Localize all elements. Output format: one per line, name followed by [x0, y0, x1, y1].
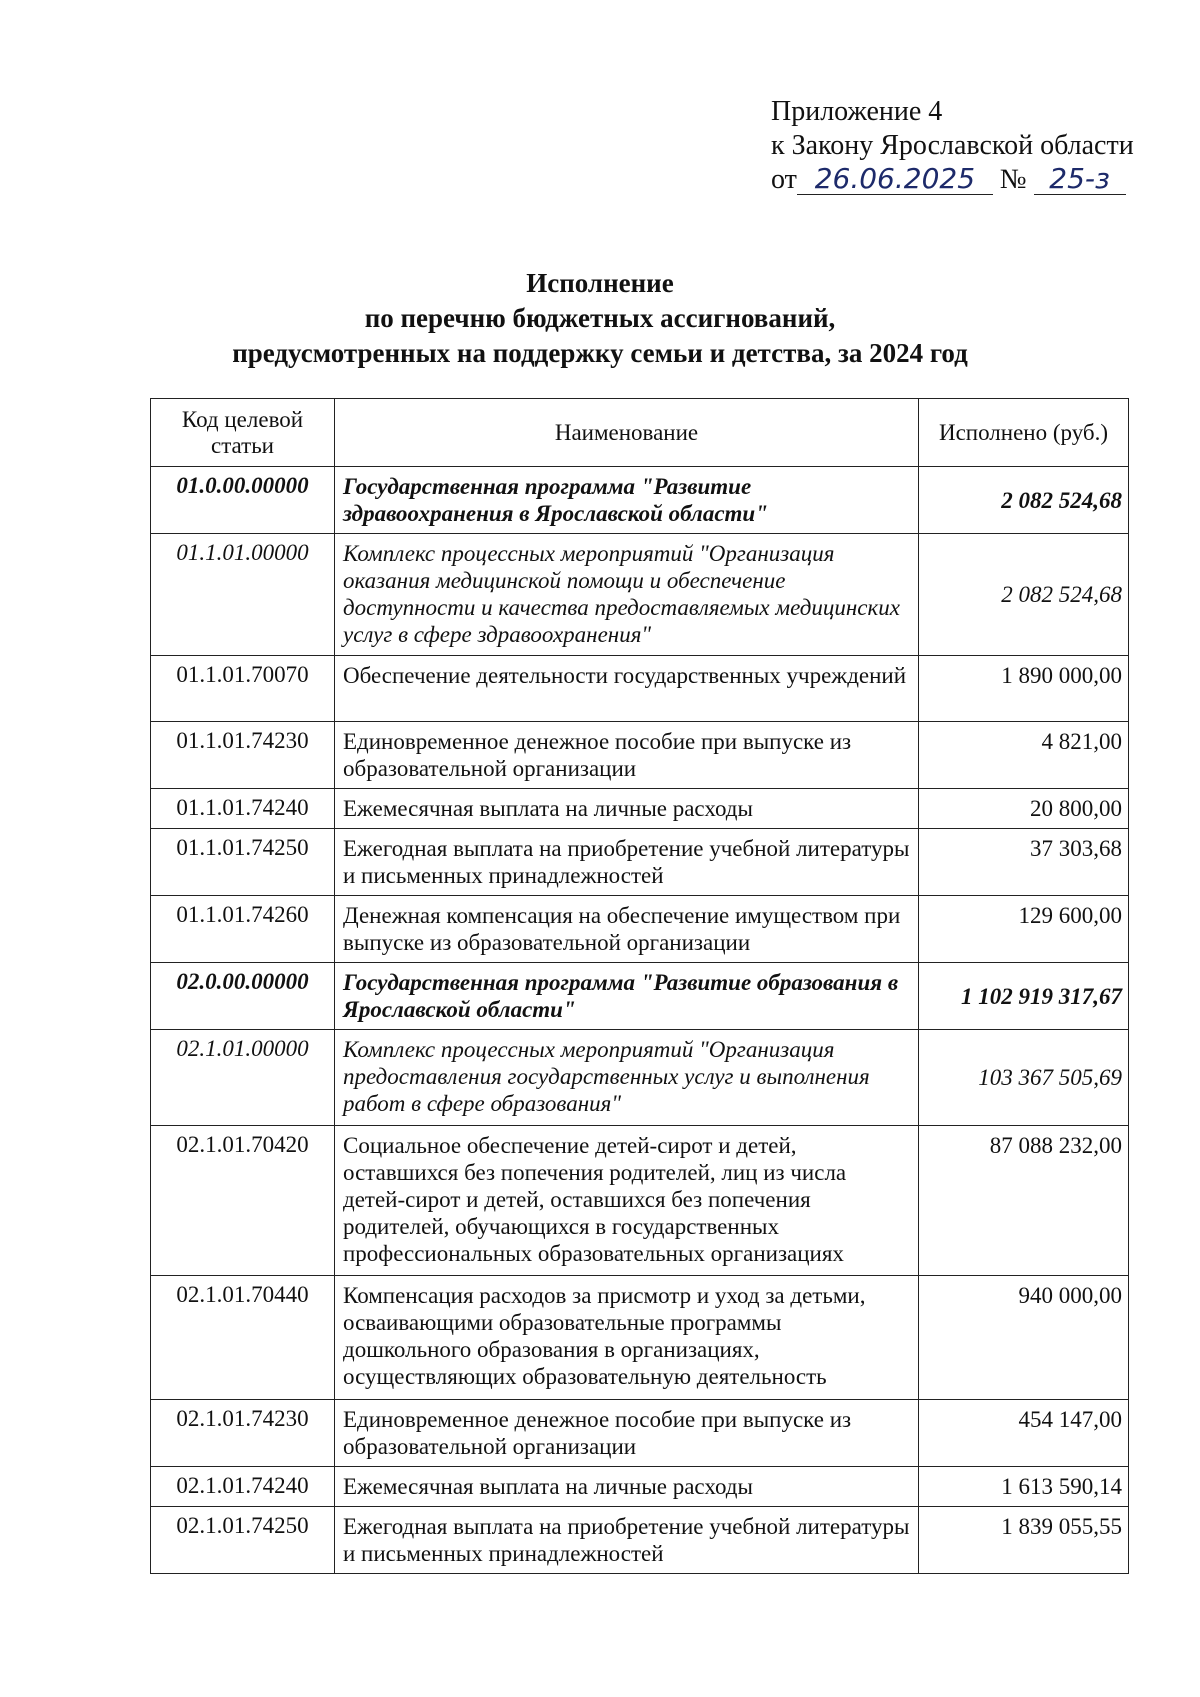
date-prefix: от [771, 164, 797, 195]
table-body [151, 467, 1129, 1574]
handwritten-date: 26.06.2025 [797, 164, 993, 195]
table-row [151, 1507, 1129, 1574]
row-name: Государственная программа "Развитие образования в Ярославской области" [335, 963, 919, 1030]
row-name: Государственная программа "Развитие здравоохранения в Ярославской области" [335, 467, 919, 534]
table-row [151, 1276, 1129, 1400]
row-code: 01.1.01.74240 [151, 789, 335, 829]
row-name: Комплекс процессных мероприятий "Организация оказания медицинской помощи и обеспечение доступности и качества предоставляемых медицинских услуг в сфере здравоохранения" [335, 534, 919, 656]
budget-table [150, 398, 1129, 1574]
row-amount: 940 000,00 [919, 1276, 1129, 1400]
title-line-1: Исполнение [526, 268, 674, 298]
appendix-header [771, 95, 1134, 197]
table-row [151, 829, 1129, 896]
row-amount: 103 367 505,69 [919, 1030, 1129, 1126]
appendix-date-line [771, 163, 1134, 197]
table-row [151, 656, 1129, 722]
row-amount: 129 600,00 [919, 896, 1129, 963]
row-code: 01.1.01.74230 [151, 722, 335, 789]
row-amount: 2 082 524,68 [919, 467, 1129, 534]
header-amount: Исполнено (руб.) [919, 399, 1129, 467]
handwritten-number: 25-з [1034, 164, 1126, 195]
title-line-3: предусмотренных на поддержку семьи и детства, за 2024 год [232, 338, 968, 368]
row-code: 01.1.01.74260 [151, 896, 335, 963]
table-row [151, 1126, 1129, 1276]
row-code: 02.1.01.74230 [151, 1400, 335, 1467]
row-name: Ежегодная выплата на приобретение учебной литературы и письменных принадлежностей [335, 1507, 919, 1574]
row-name: Компенсация расходов за присмотр и уход за детьми, осваивающими образовательные программы дошкольного образования в организациях, осуществляющих образовательную деятельность [335, 1276, 919, 1400]
row-amount: 20 800,00 [919, 789, 1129, 829]
title-line-2: по перечню бюджетных ассигнований, [364, 303, 836, 333]
row-name: Комплекс процессных мероприятий "Организация предоставления государственных услуг и выполнения работ в сфере образования" [335, 1030, 919, 1126]
number-prefix: № [999, 164, 1027, 195]
table-row [151, 963, 1129, 1030]
row-amount: 1 102 919 317,67 [919, 963, 1129, 1030]
row-code: 01.1.01.74250 [151, 829, 335, 896]
row-amount: 1 613 590,14 [919, 1467, 1129, 1507]
row-amount: 37 303,68 [919, 829, 1129, 896]
header-name: Наименование [335, 399, 919, 467]
row-code: 02.1.01.74250 [151, 1507, 335, 1574]
document-title [0, 266, 1200, 371]
row-code: 02.1.01.74240 [151, 1467, 335, 1507]
row-name: Обеспечение деятельности государственных учреждений [335, 656, 919, 722]
table-header-row [151, 399, 1129, 467]
table-row [151, 1400, 1129, 1467]
row-amount: 87 088 232,00 [919, 1126, 1129, 1276]
row-name: Единовременное денежное пособие при выпуске из образовательной организации [335, 722, 919, 789]
table-row [151, 1467, 1129, 1507]
table-row [151, 789, 1129, 829]
row-amount: 454 147,00 [919, 1400, 1129, 1467]
row-name: Ежегодная выплата на приобретение учебной литературы и письменных принадлежностей [335, 829, 919, 896]
appendix-law-reference: к Закону Ярославской области [771, 130, 1134, 161]
row-amount: 2 082 524,68 [919, 534, 1129, 656]
appendix-title: Приложение 4 [771, 96, 943, 127]
row-code: 02.0.00.00000 [151, 963, 335, 1030]
table-row [151, 722, 1129, 789]
row-name: Ежемесячная выплата на личные расходы [335, 789, 919, 829]
row-amount: 1 890 000,00 [919, 656, 1129, 722]
header-code: Код целевой статьи [151, 399, 335, 467]
row-code: 02.1.01.70420 [151, 1126, 335, 1276]
row-name: Денежная компенсация на обеспечение имуществом при выпуске из образовательной организации [335, 896, 919, 963]
row-code: 01.1.01.70070 [151, 656, 335, 722]
table-row [151, 896, 1129, 963]
row-amount: 1 839 055,55 [919, 1507, 1129, 1574]
row-code: 01.1.01.00000 [151, 534, 335, 656]
row-code: 01.0.00.00000 [151, 467, 335, 534]
row-code: 02.1.01.00000 [151, 1030, 335, 1126]
table-row [151, 534, 1129, 656]
table-row [151, 467, 1129, 534]
row-amount: 4 821,00 [919, 722, 1129, 789]
row-name: Единовременное денежное пособие при выпуске из образовательной организации [335, 1400, 919, 1467]
row-name: Ежемесячная выплата на личные расходы [335, 1467, 919, 1507]
row-code: 02.1.01.70440 [151, 1276, 335, 1400]
row-name: Социальное обеспечение детей-сирот и детей, оставшихся без попечения родителей, лиц из числа детей-сирот и детей, оставшихся без попечения родителей, обучающихся в государственных профессиональных образовательных организациях [335, 1126, 919, 1276]
table-row [151, 1030, 1129, 1126]
